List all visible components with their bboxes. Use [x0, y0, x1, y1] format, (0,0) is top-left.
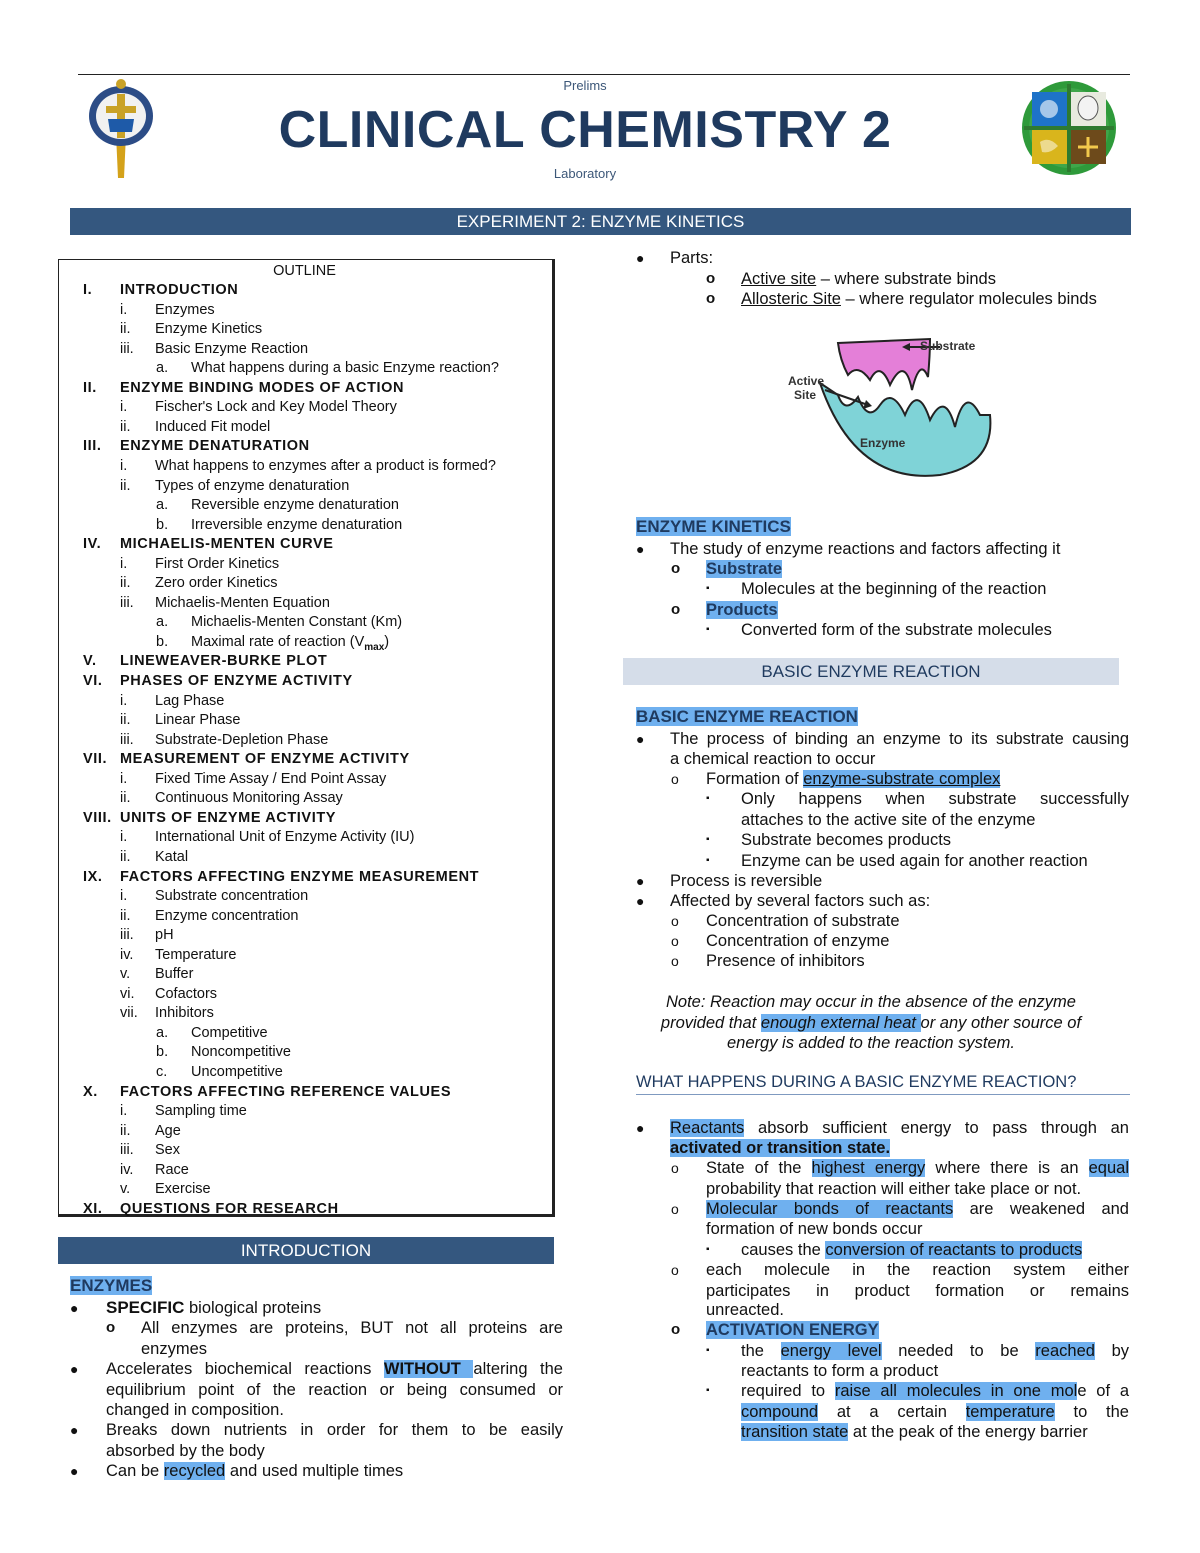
outline-item: Irreversible enzyme denaturation	[191, 516, 403, 533]
basic-formation-sub-1-cont: attaches to the active site of the enzyme	[741, 811, 1036, 829]
basic-bullet-1-cont: a chemical reaction to occur	[670, 750, 876, 768]
outline-number: iv.	[120, 946, 134, 963]
outline-number: i.	[120, 457, 128, 474]
outline-number: VI.	[83, 673, 103, 689]
outline-section-item: MEASUREMENT OF ENZYME ACTIVITY	[120, 751, 410, 768]
enzymes-bullet-1-sub: All enzymes are proteins, BUT not all proteins are	[141, 1319, 563, 1337]
page-title: CLINICAL CHEMISTRY 2	[278, 101, 892, 159]
sub-bullet-icon: o	[671, 1262, 679, 1278]
outline-item: Temperature	[155, 946, 237, 963]
outline-number: ii.	[120, 712, 131, 729]
kinetics-bullet-1: The study of enzyme reactions and factors affecting it	[670, 540, 1061, 558]
enzymes-bullet-1: SPECIFIC biological proteins	[106, 1298, 322, 1317]
outline-number: b.	[156, 1044, 169, 1061]
square-bullet-icon: ▪	[706, 1345, 710, 1356]
outline-number: iii.	[120, 731, 134, 748]
outline-item: What happens to enzymes after a product is formed?	[155, 457, 496, 474]
outline-item: Reversible enzyme denaturation	[191, 497, 399, 514]
outline-number: VII.	[83, 751, 108, 768]
outline-section-item: ENZYME DENATURATION	[120, 438, 310, 455]
outline-number: i.	[120, 399, 128, 416]
basic-note-cont: energy is added to the reaction system.	[727, 1034, 1015, 1052]
what-happens-heading: WHAT HAPPENS DURING A BASIC ENZYME REACTION?	[636, 1073, 1130, 1095]
bullet-icon: ●	[636, 541, 645, 557]
outline-section-item: LINEWEAVER-BURKE PLOT	[120, 653, 328, 670]
sub-bullet-icon: o	[671, 771, 679, 787]
sub-bullet-icon: o	[106, 1319, 116, 1336]
outline-item: Induced Fit model	[155, 418, 271, 435]
square-bullet-icon: ▪	[706, 1385, 710, 1396]
diagram-active-site-label: Active	[788, 374, 825, 388]
outline-number: ii.	[120, 848, 131, 865]
what-sub-3: each molecule in the reaction system either	[706, 1261, 1129, 1279]
outline-number: ii.	[120, 790, 131, 807]
header-prelims: Prelims	[563, 78, 607, 93]
outline-section-item: UNITS OF ENZYME ACTIVITY	[120, 809, 337, 826]
kinetics-substrate: Substrate	[706, 560, 783, 578]
outline-number: III.	[83, 438, 102, 455]
outline-section-item: MICHAELIS-MENTEN CURVE	[120, 536, 334, 553]
outline-number: i.	[120, 301, 128, 318]
basic-bullet-1: The process of binding an enzyme to its substrate causing	[670, 730, 1129, 748]
outline-number: IV.	[83, 536, 102, 553]
outline-item: Sampling time	[155, 1103, 247, 1120]
outline-item: Continuous Monitoring Assay	[155, 790, 343, 807]
outline-item: Age	[155, 1122, 181, 1139]
bullet-icon: ●	[70, 1422, 79, 1438]
bullet-icon: ●	[70, 1463, 79, 1479]
outline-item: Inhibitors	[155, 1005, 214, 1022]
outline-item: Fixed Time Assay / End Point Assay	[155, 770, 387, 787]
enzymes-bullet-2-cont: equilibrium point of the reaction or being consumed or	[106, 1381, 563, 1399]
outline-item: Cofactors	[155, 985, 218, 1002]
outline-item: Fischer's Lock and Key Model Theory	[155, 399, 397, 416]
outline-number: i.	[120, 770, 128, 787]
outline-number: i.	[120, 692, 128, 709]
outline-number: b.	[156, 633, 169, 650]
sub-bullet-icon: o	[671, 601, 681, 618]
outline-number: I.	[83, 282, 93, 298]
what-sub-3-cont: participates in product formation or remains	[706, 1282, 1129, 1300]
bullet-icon: ●	[636, 731, 645, 747]
parts-allosteric-site: Allosteric Site – where regulator molecules binds	[741, 290, 1097, 308]
kinetics-substrate-desc: Molecules at the beginning of the reaction	[741, 580, 1047, 598]
basic-bullet-2: Process is reversible	[670, 872, 823, 890]
enzymes-bullet-2: Accelerates biochemical reactions WITHOUT altering the	[106, 1360, 563, 1378]
outline-number: vii.	[120, 1005, 138, 1022]
bullet-icon: ●	[70, 1361, 79, 1377]
outline-number: iii.	[120, 340, 134, 357]
enzymes-bullet-1-sub-cont: enzymes	[141, 1340, 208, 1358]
basic-reaction-banner: BASIC ENZYME REACTION	[623, 658, 1119, 685]
basic-formation: Formation of enzyme-substrate complex	[706, 770, 1001, 788]
bullet-icon: ●	[636, 250, 645, 266]
outline-number: i.	[120, 829, 128, 846]
basic-factor-3: Presence of inhibitors	[706, 952, 865, 970]
what-sub-1: State of the highest energy where there is an equal	[706, 1159, 1129, 1177]
outline-number: V.	[83, 653, 97, 670]
outline-number: ii.	[120, 1122, 131, 1139]
kinetics-products-desc: Converted form of the substrate molecules	[741, 621, 1052, 639]
outline-heading: OUTLINE	[273, 263, 336, 279]
sub-bullet-icon: o	[671, 913, 679, 929]
basic-factor-2: Concentration of enzyme	[706, 932, 890, 950]
what-bullet-1-cont: activated or transition state.	[670, 1139, 891, 1157]
outline-item: Buffer	[155, 966, 194, 983]
outline-number: i.	[120, 555, 128, 572]
outline-item: Competitive	[191, 1024, 268, 1041]
basic-formation-sub-2: Substrate becomes products	[741, 831, 952, 849]
outline-number: ii.	[120, 321, 131, 338]
outline-number: vi.	[120, 985, 135, 1002]
enzymes-heading: ENZYMES	[70, 1276, 153, 1295]
enzyme-substrate-diagram	[780, 335, 1000, 485]
outline-item: Michaelis-Menten Constant (Km)	[191, 614, 403, 631]
outline-number: ii.	[120, 907, 131, 924]
outline-item: International Unit of Enzyme Activity (IU)	[155, 829, 415, 846]
experiment-banner: EXPERIMENT 2: ENZYME KINETICS	[70, 208, 1131, 235]
outline-item: Lag Phase	[155, 692, 225, 709]
outline-number: b.	[156, 516, 169, 533]
outline-item: Enzyme Kinetics	[155, 321, 263, 338]
sub-bullet-icon: o	[706, 290, 716, 307]
basic-formation-sub-3: Enzyme can be used again for another reaction	[741, 852, 1088, 870]
outline-item: Race	[155, 1161, 189, 1178]
outline-number: a.	[156, 497, 169, 514]
outline-section-item: QUESTIONS FOR RESEARCH	[120, 1200, 339, 1217]
activation-energy-heading: ACTIVATION ENERGY	[706, 1321, 879, 1339]
outline-number: i.	[120, 888, 128, 905]
kinetics-products: Products	[706, 601, 778, 619]
outline-number: iv.	[120, 1161, 134, 1178]
bullet-icon: ●	[636, 893, 645, 909]
header-subtitle: Laboratory	[553, 166, 617, 181]
square-bullet-icon: ▪	[706, 624, 710, 635]
activation-detail-2-cont: compound at a certain temperature to the	[741, 1403, 1129, 1421]
department-seal-logo	[1018, 80, 1120, 176]
outline-item: Maximal rate of reaction $(V_{max})$	[191, 633, 390, 653]
outline-item: Michaelis-Menten Equation	[155, 594, 330, 611]
outline-number: iii.	[120, 1142, 134, 1159]
outline-number: c.	[156, 1064, 168, 1080]
outline-item: Linear Phase	[155, 712, 241, 729]
header-rule	[78, 74, 1130, 75]
what-sub-2-cont: formation of new bonds occur	[706, 1220, 923, 1238]
basic-formation-sub-1: Only happens when substrate successfully	[741, 790, 1129, 808]
outline-item: Zero order Kinetics	[155, 575, 278, 592]
bullet-icon: ●	[636, 1120, 645, 1136]
activation-detail-2-cont: transition state at the peak of the energy barrier	[741, 1423, 1088, 1441]
enzyme-kinetics-heading: ENZYME KINETICS	[636, 517, 791, 536]
parts-label: Parts:	[670, 249, 714, 267]
outline-number: XI.	[83, 1200, 103, 1217]
sub-bullet-icon: o	[671, 953, 679, 969]
sub-bullet-icon: o	[671, 1160, 679, 1176]
outline-item: Types of enzyme denaturation	[155, 477, 350, 494]
enzymes-bullet-3-cont: absorbed by the body	[106, 1442, 265, 1460]
outline-item: Substrate-Depletion Phase	[155, 731, 329, 748]
basic-factor-1: Concentration of substrate	[706, 912, 900, 930]
square-bullet-icon: ▪	[706, 1244, 710, 1255]
square-bullet-icon: ▪	[706, 855, 710, 866]
what-sub-3-cont: unreacted.	[706, 1301, 784, 1319]
outline-section-item: PHASES OF ENZYME ACTIVITY	[120, 673, 353, 689]
parts-active-site: Active site – where substrate binds	[741, 270, 996, 288]
square-bullet-icon: ▪	[706, 793, 710, 804]
outline-number: v.	[120, 1181, 131, 1198]
enzymes-bullet-2-cont: changed in composition.	[106, 1401, 284, 1419]
outline-item: Basic Enzyme Reaction	[155, 340, 309, 357]
outline-number: ii.	[120, 418, 131, 435]
outline-number: i.	[120, 1103, 128, 1120]
outline-number: a.	[156, 614, 169, 631]
outline-item: What happens during a basic Enzyme reaction?	[191, 360, 499, 377]
basic-note-cont: provided that enough external heat or any other source of	[660, 1014, 1082, 1032]
square-bullet-icon: ▪	[706, 834, 710, 845]
outline-section-item: ENZYME BINDING MODES OF ACTION	[120, 379, 405, 396]
diagram-active-site-label-2: Site	[794, 388, 817, 402]
outline-item: Exercise	[155, 1181, 211, 1198]
outline-number: a.	[156, 360, 169, 377]
outline-number: ii.	[120, 477, 131, 494]
outline-number: II.	[83, 379, 97, 396]
what-sub-2-detail: causes the conversion of reactants to products	[741, 1241, 1083, 1259]
outline-item: Sex	[155, 1142, 180, 1159]
basic-note: Note: Reaction may occur in the absence of the enzyme	[666, 993, 1076, 1011]
sub-bullet-icon: o	[671, 560, 681, 577]
introduction-banner: INTRODUCTION	[58, 1237, 554, 1264]
outline-number: v.	[120, 966, 131, 983]
what-sub-2: Molecular bonds of reactants are weakened and	[706, 1200, 1129, 1218]
outline-item: First Order Kinetics	[155, 555, 280, 572]
outline-item: Enzymes	[155, 301, 215, 318]
what-sub-1-cont: probability that reaction will either take place or not.	[706, 1180, 1082, 1198]
outline-number: VIII.	[83, 809, 112, 826]
activation-detail-1-cont: reactants to form a product	[741, 1362, 939, 1380]
outline-item: Noncompetitive	[191, 1044, 291, 1061]
sub-bullet-icon: o	[706, 270, 716, 287]
outline-number: a.	[156, 1024, 169, 1041]
sub-bullet-icon: o	[671, 933, 679, 949]
outline-section-item: FACTORS AFFECTING REFERENCE VALUES	[120, 1083, 452, 1100]
outline-item: Substrate concentration	[155, 888, 309, 905]
outline-number: ii.	[120, 575, 131, 592]
diagram-enzyme-label: Enzyme	[860, 436, 906, 450]
enzymes-bullet-4: Can be recycled and used multiple times	[106, 1462, 404, 1480]
bullet-icon: ●	[70, 1300, 79, 1316]
outline-section-item: INTRODUCTION	[120, 282, 239, 298]
activation-detail-1: the energy level needed to be reached by	[741, 1342, 1129, 1360]
what-bullet-1: Reactants absorb sufficient energy to pass through an	[670, 1119, 1129, 1137]
outline-number: X.	[83, 1083, 98, 1100]
enzymes-bullet-3: Breaks down nutrients in order for them to be easily	[106, 1421, 563, 1439]
diagram-substrate-label: Substrate	[920, 339, 976, 353]
outline-number: iii.	[120, 927, 134, 944]
sub-bullet-icon: o	[671, 1201, 679, 1217]
outline-item: Uncompetitive	[191, 1064, 283, 1080]
outline-number: iii.	[120, 594, 134, 611]
outline-section-item: FACTORS AFFECTING ENZYME MEASUREMENT	[120, 868, 480, 885]
sub-bullet-icon: o	[671, 1321, 681, 1338]
basic-reaction-heading: BASIC ENZYME REACTION	[636, 707, 858, 726]
outline-item: Enzyme concentration	[155, 907, 299, 924]
activation-detail-2: required to raise all molecules in one mole of a	[741, 1382, 1129, 1400]
outline-number: IX.	[83, 868, 103, 885]
outline-item: Katal	[155, 848, 189, 865]
square-bullet-icon: ▪	[706, 583, 710, 594]
basic-bullet-3: Affected by several factors such as:	[670, 892, 931, 910]
outline-item: pH	[155, 927, 174, 944]
bullet-icon: ●	[636, 873, 645, 889]
